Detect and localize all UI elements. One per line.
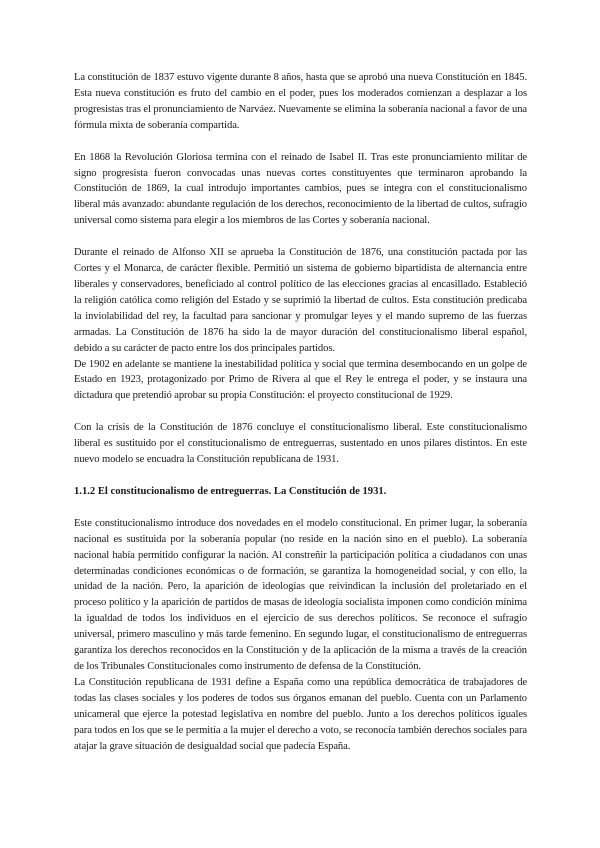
paragraph-constitution-1837: La constitución de 1837 estuvo vigente durante 8 años, hasta que se aprobó una nueva Constitución en 1845. Esta nueva constitución es fruto del cambio en el poder, pues los moderados comienzan a desplazar a los progresistas tras el pronunciamiento de Narváez. Nuevamente se elimina la soberanía nacional a favor de una fórmula mixta de soberanía compartida. bbox=[74, 72, 527, 131]
document-page bbox=[74, 70, 527, 754]
paragraph-dictatorship-1923: De 1902 en adelante se mantiene la inestabilidad política y social que termina desembocando en un golpe de Estado en 1923, protagonizado por Primo de Rivera al que el Rey le entrega el poder, y se instaura una dictadura que pretendió aprobar su propia Constitución: el proyecto constitucional de 1929. bbox=[74, 358, 527, 402]
paragraph-gap bbox=[74, 404, 527, 420]
paragraph-gap bbox=[74, 468, 527, 484]
paragraph-gap bbox=[74, 134, 527, 150]
paragraph-interwar-constitutionalism: Este constitucionalismo introduce dos novedades en el modelo constitucional. En primer lugar, la soberanía nacional es sustituida por la soberanía popular (no reside en la nación sino en el pueblo). La soberanía nacional había permitido configurar la nación. Al constreñir la participación política a ciudadanos con unas determinadas condiciones económicas o de formación, se garantiza la homogeneidad social, y con ello, la unidad de la nación. Pero, la aparición de ideologías que reivindican la inclusión del proletariado en el proceso político y la aparición de partidos de masas de ideología socialista imponen como condición mínima la igualdad de todos los individuos en el ejercicio de sus derechos políticos. Se reconoce el sufragio universal, primero masculino y más tarde femenino. En segundo lugar, el constitucionalismo de entreguerras garantiza los derechos reconocidos en la Constitución y de la aplicación de la misma a través de la creación de los Tribunales Constitucionales como instrumento de defensa de la Constitución. bbox=[74, 517, 527, 672]
paragraph-constitution-1876: Durante el reinado de Alfonso XII se aprueba la Constitución de 1876, una constitución pactada por las Cortes y el Monarca, de carácter flexible. Permitió un sistema de gobierno bipartidista de alternancia entre liberales y conservadores, beneficiado al control político de las elecciones gracias al encasillado. Estableció la religión católica como religión del Estado y se suprimió la libertad de cultos. Esta constitución predicaba la inviolabilidad del rey, la facultad para sancionar y promulgar leyes y el mando supremo de las fuerzas armadas. La Constitución de 1876 ha sido la de mayor duración del constitucionalismo liberal español, debido a su carácter de pacto entre los dos principales partidos. bbox=[74, 247, 527, 354]
paragraph-crisis-1876: Con la crisis de la Constitución de 1876 concluye el constitucionalismo liberal. Este constitucionalismo liberal es sustituido por el constitucionalismo de entreguerras, sustentado en unos pilares distintos. En este nuevo modelo se encuadra la Constitución republicana de 1931. bbox=[74, 422, 527, 466]
paragraph-revolution-1868: En 1868 la Revolución Gloriosa termina con el reinado de Isabel II. Tras este pronunciamiento militar de signo progresista fueron convocadas unas nuevas cortes constituyentes que terminaron aprobando la Constitución de 1869, la cual introdujo importantes cambios, pues se integra con el constitucionalismo liberal más avanzado: abundante regulación de los derechos, reconocimiento de la libertad de cultos, sufragio universal como sistema para elegir a los miembros de las Cortes y soberanía nacional. bbox=[74, 151, 527, 227]
paragraph-constitution-1931: La Constitución republicana de 1931 define a España como una república democrática de trabajadores de todas las clases sociales y los poderes de todos sus órganos emanan del pueblo. Cuenta con un Parlamento unicameral que ejerce la potestad legislativa en nombre del pueblo. Junto a los derechos políticos iguales para todos en los que se le permitía a la mujer el derecho a voto, se reconocía también derechos sociales para atajar la grave situación de desigualdad social que padecía España. bbox=[74, 676, 527, 752]
section-heading: 1.1.2 El constitucionalismo de entreguerras. La Constitución de 1931. bbox=[74, 485, 387, 497]
paragraph-gap bbox=[74, 500, 527, 516]
paragraph-gap bbox=[74, 229, 527, 245]
